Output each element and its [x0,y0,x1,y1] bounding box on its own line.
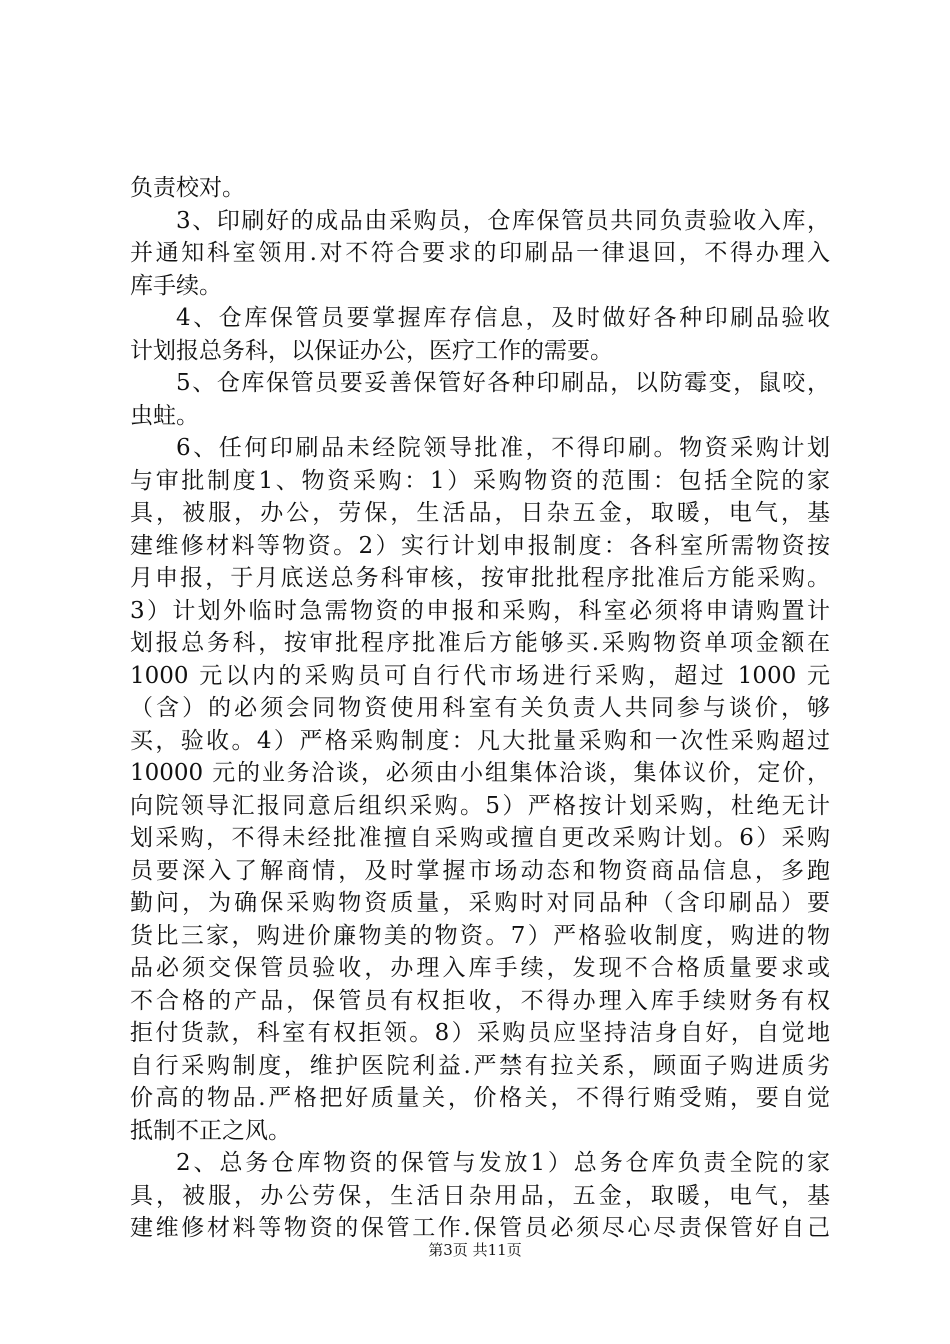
text-line: 3）计划外临时急需物资的申报和采购，科室必须将申请购置计 [130,597,830,624]
text-line: 计划报总务科，以保证办公，医疗工作的需要。 [130,337,613,364]
text-line: 与审批制度1、物资采购：1）采购物资的范围：包括全院的家 [130,467,830,494]
text-line: 向院领导汇报同意后组织采购。5）严格按计划采购，杜绝无计 [130,792,830,819]
text-line: 5、仓库保管员要妥善保管好各种印刷品，以防霉变，鼠咬， [176,370,830,396]
text-line: 1000 元以内的采购员可自行代市场进行采购，超过 1000 元 [130,662,830,689]
text-line: 6、任何印刷品未经院领导批准，不得印刷。物资采购计划 [176,435,830,461]
text-line: 虫蛀。 [130,402,199,429]
text-line: 抵制不正之风。 [130,1117,291,1144]
document-body [130,172,830,1245]
text-line: 具，被服，办公劳保，生活日杂用品，五金，取暖，电气，基 [130,1182,830,1209]
text-line: 拒付货款，科室有权拒领。8）采购员应坚持洁身自好，自觉地 [130,1020,830,1046]
text-line: 库手续。 [130,272,222,299]
text-line: 价高的物品.严格把好质量关，价格关，不得行贿受贿，要自觉 [130,1085,830,1111]
text-line: 建维修材料等物资。2）实行计划申报制度：各科室所需物资按 [130,532,830,559]
text-line: 品必须交保管员验收，办理入库手续，发现不合格质量要求或 [130,955,830,981]
text-line: 自行采购制度，维护医院利益.严禁有拉关系，顾面子购进质劣 [130,1052,830,1079]
text-line: 月申报，于月底送总务科审核，按审批批程序批准后方能采购。 [130,565,830,591]
text-line: 具，被服，办公，劳保，生活品，日杂五金，取暖，电气，基 [130,500,830,526]
text-line: 4、仓库保管员要掌握库存信息，及时做好各种印刷品验收 [176,305,830,331]
text-line: 员要深入了解商情，及时掌握市场动态和物资商品信息，多跑 [130,857,830,884]
text-line: 负责校对。 [130,175,245,201]
text-line: 买，验收。4）严格采购制度：凡大批量采购和一次性采购超过 [130,727,830,754]
text-line: 勤问，为确保采购物资质量，采购时对同品种（含印刷品）要 [130,890,830,916]
text-line: 不合格的产品，保管员有权拒收，不得办理入库手续财务有权 [130,987,830,1014]
text-line: 10000 元的业务洽谈，必须由小组集体洽谈，集体议价，定价， [130,760,830,786]
text-line: 并通知科室领用.对不符合要求的印刷品一律退回，不得办理入 [130,240,830,266]
text-line: （含）的必须会同物资使用科室有关负责人共同参与谈价，够 [130,695,830,721]
text-line: 货比三家，购进价廉物美的物资。7）严格验收制度，购进的物 [130,922,830,949]
text-line: 划报总务科，按审批程序批准后方能够买.采购物资单项金额在 [130,630,830,656]
text-line: 划采购，不得未经批准擅自采购或擅自更改采购计划。6）采购 [130,825,830,851]
text-line: 2、总务仓库物资的保管与发放1）总务仓库负责全院的家 [176,1150,830,1176]
text-line: 建维修材料等物资的保管工作.保管员必须尽心尽责保管好自己 [130,1215,830,1241]
page-number-footer: 第3页 共11页 [428,1241,522,1259]
text-line: 3、印刷好的成品由采购员，仓库保管员共同负责验收入库， [176,207,830,234]
